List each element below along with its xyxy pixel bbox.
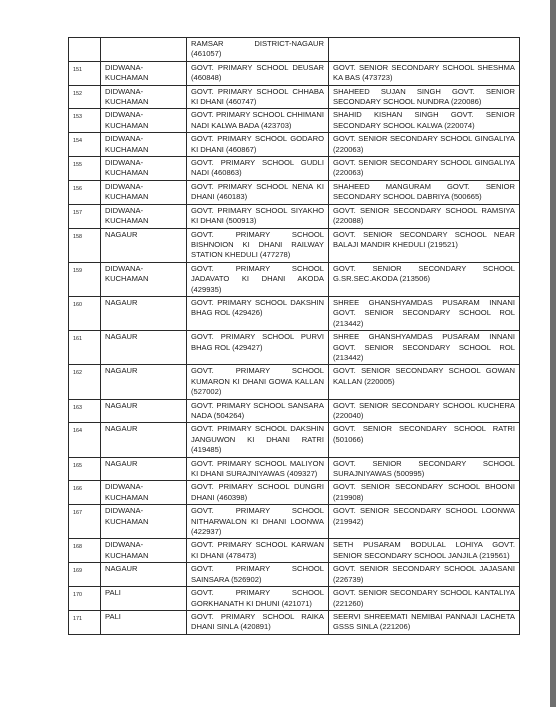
primary-school-cell: GOVT. PRIMARY SCHOOL GORKHANATH KI DHUNI (421071) [187, 587, 329, 611]
serial-number-cell: 153 [69, 109, 101, 133]
district-cell: NAGAUR [101, 296, 187, 330]
school-mapping-table [68, 37, 520, 635]
district-cell: DIDWANA-KUCHAMAN [101, 109, 187, 133]
table-row [69, 228, 520, 262]
district-cell: NAGAUR [101, 331, 187, 365]
district-cell: NAGAUR [101, 399, 187, 423]
serial-number-cell: 156 [69, 180, 101, 204]
senior-school-cell: SEERVI SHREEMATI NEMIBAI PANNAJI LACHETA GSSS SINLA (221206) [329, 610, 520, 634]
primary-school-cell: GOVT. PRIMARY SCHOOL PURVI BHAG ROL (429427) [187, 331, 329, 365]
primary-school-cell: GOVT. PRIMARY SCHOOL CHHABA KI DHANI (460747) [187, 85, 329, 109]
senior-school-cell: GOVT. SENIOR SECONDARY SCHOOL RAMSIYA (220088) [329, 204, 520, 228]
serial-number-cell: 159 [69, 262, 101, 296]
serial-number-cell: 151 [69, 61, 101, 85]
right-edge-bar [550, 0, 556, 707]
serial-number-cell: 154 [69, 133, 101, 157]
district-cell: NAGAUR [101, 365, 187, 399]
senior-school-cell: GOVT. SENIOR SECONDARY SCHOOL SURAJNIYAWAS (500995) [329, 457, 520, 481]
district-cell: DIDWANA-KUCHAMAN [101, 262, 187, 296]
primary-school-cell: GOVT. PRIMARY SCHOOL GODARO KI DHANI (460867) [187, 133, 329, 157]
district-cell: DIDWANA-KUCHAMAN [101, 505, 187, 539]
table-row [69, 85, 520, 109]
senior-school-cell: GOVT. SENIOR SECONDARY SCHOOL NEAR BALAJI MANDIR KHEDULI (219521) [329, 228, 520, 262]
serial-number-cell: 165 [69, 457, 101, 481]
primary-school-cell: GOVT. PRIMARY SCHOOL DUNGRI DHANI (460398) [187, 481, 329, 505]
serial-number-cell: 157 [69, 204, 101, 228]
primary-school-cell: GOVT. PRIMARY SCHOOL DEUSAR (460848) [187, 61, 329, 85]
district-cell: DIDWANA-KUCHAMAN [101, 157, 187, 181]
primary-school-cell: GOVT. PRIMARY SCHOOL SAINSARA (526902) [187, 563, 329, 587]
district-cell [101, 38, 187, 62]
senior-school-cell: SHREE GHANSHYAMDAS PUSARAM INNANI GOVT. SENIOR SECONDARY SCHOOL ROL (213442) [329, 296, 520, 330]
primary-school-cell: GOVT. PRIMARY SCHOOL GUDLI NADI (460863) [187, 157, 329, 181]
district-cell: DIDWANA-KUCHAMAN [101, 204, 187, 228]
serial-number-cell: 161 [69, 331, 101, 365]
table-row [69, 399, 520, 423]
table-row [69, 457, 520, 481]
table-row [69, 610, 520, 634]
table-row [69, 331, 520, 365]
serial-number-cell: 163 [69, 399, 101, 423]
senior-school-cell: SHREE GHANSHYAMDAS PUSARAM INNANI GOVT. SENIOR SECONDARY SCHOOL ROL (213442) [329, 331, 520, 365]
senior-school-cell: GOVT. SENIOR SECONDARY SCHOOL KUCHERA (220040) [329, 399, 520, 423]
primary-school-cell: GOVT. PRIMARY SCHOOL RAIKA DHANI SINLA (420891) [187, 610, 329, 634]
serial-number-cell [69, 38, 101, 62]
table-row [69, 481, 520, 505]
district-cell: PALI [101, 610, 187, 634]
primary-school-cell: GOVT. PRIMARY SCHOOL SIYAKHO KI DHANI (500913) [187, 204, 329, 228]
table-row [69, 38, 520, 62]
table-row [69, 296, 520, 330]
primary-school-cell: GOVT. PRIMARY SCHOOL DAKSHIN JANGUWON KI DHANI RATRI (419485) [187, 423, 329, 457]
senior-school-cell: GOVT. SENIOR SECONDARY SCHOOL BHOONI (219908) [329, 481, 520, 505]
senior-school-cell: SHAHEED MANGURAM GOVT. SENIOR SECONDARY SCHOOL DABRIYA (500665) [329, 180, 520, 204]
serial-number-cell: 152 [69, 85, 101, 109]
table-row [69, 587, 520, 611]
table-row [69, 262, 520, 296]
serial-number-cell: 158 [69, 228, 101, 262]
table-row [69, 563, 520, 587]
senior-school-cell: GOVT. SENIOR SECONDARY SCHOOL G.SR.SEC.AKODA (213506) [329, 262, 520, 296]
primary-school-cell: GOVT. PRIMARY SCHOOL SANSARA NADA (504264) [187, 399, 329, 423]
table-row [69, 180, 520, 204]
district-cell: DIDWANA-KUCHAMAN [101, 61, 187, 85]
district-cell: PALI [101, 587, 187, 611]
senior-school-cell: GOVT. SENIOR SECONDARY SCHOOL GINGALIYA (220063) [329, 133, 520, 157]
senior-school-cell: GOVT. SENIOR SECONDARY SCHOOL SHESHMA KA BAS (473723) [329, 61, 520, 85]
serial-number-cell: 168 [69, 539, 101, 563]
senior-school-cell [329, 38, 520, 62]
senior-school-cell: GOVT. SENIOR SECONDARY SCHOOL RATRI (501066) [329, 423, 520, 457]
serial-number-cell: 170 [69, 587, 101, 611]
district-cell: NAGAUR [101, 457, 187, 481]
table-row [69, 204, 520, 228]
serial-number-cell: 166 [69, 481, 101, 505]
primary-school-cell: GOVT. PRIMARY SCHOOL NENA KI DHANI (460183) [187, 180, 329, 204]
primary-school-cell: GOVT. PRIMARY SCHOOL BISHNOION KI DHANI RAILWAY STATION KHEDULI (477278) [187, 228, 329, 262]
primary-school-cell: GOVT. PRIMARY SCHOOL CHHIMANI NADI KALWA BADA (423703) [187, 109, 329, 133]
serial-number-cell: 162 [69, 365, 101, 399]
serial-number-cell: 167 [69, 505, 101, 539]
table-row [69, 539, 520, 563]
primary-school-cell: GOVT. PRIMARY SCHOOL DAKSHIN BHAG ROL (429426) [187, 296, 329, 330]
serial-number-cell: 164 [69, 423, 101, 457]
senior-school-cell: GOVT. SENIOR SECONDARY SCHOOL LOONWA (219942) [329, 505, 520, 539]
primary-school-cell: RAMSAR DISTRICT-NAGAUR (461057) [187, 38, 329, 62]
district-cell: DIDWANA-KUCHAMAN [101, 85, 187, 109]
district-cell: DIDWANA-KUCHAMAN [101, 481, 187, 505]
primary-school-cell: GOVT. PRIMARY SCHOOL NITHARWALON KI DHANI LOONWA (422937) [187, 505, 329, 539]
table-row [69, 505, 520, 539]
district-cell: DIDWANA-KUCHAMAN [101, 539, 187, 563]
serial-number-cell: 160 [69, 296, 101, 330]
senior-school-cell: SHAHID KISHAN SINGH GOVT. SENIOR SECONDARY SCHOOL KALWA (220074) [329, 109, 520, 133]
table-row [69, 61, 520, 85]
district-cell: DIDWANA-KUCHAMAN [101, 180, 187, 204]
primary-school-cell: GOVT. PRIMARY SCHOOL KARWAN KI DHANI (478473) [187, 539, 329, 563]
table-row [69, 365, 520, 399]
table-row [69, 157, 520, 181]
senior-school-cell: SHAHEED SUJAN SINGH GOVT. SENIOR SECONDARY SCHOOL NUNDRA (220086) [329, 85, 520, 109]
district-cell: NAGAUR [101, 423, 187, 457]
primary-school-cell: GOVT. PRIMARY SCHOOL MALIYON KI DHANI SURAJNIYAWAS (409327) [187, 457, 329, 481]
serial-number-cell: 171 [69, 610, 101, 634]
district-cell: DIDWANA-KUCHAMAN [101, 133, 187, 157]
senior-school-cell: GOVT. SENIOR SECONDARY SCHOOL KANTALIYA (221260) [329, 587, 520, 611]
table-row [69, 109, 520, 133]
table-row [69, 133, 520, 157]
senior-school-cell: GOVT. SENIOR SECONDARY SCHOOL GOWAN KALLAN (220005) [329, 365, 520, 399]
serial-number-cell: 155 [69, 157, 101, 181]
senior-school-cell: GOVT. SENIOR SECONDARY SCHOOL JAJASANI (226739) [329, 563, 520, 587]
district-cell: NAGAUR [101, 563, 187, 587]
senior-school-cell: SETH PUSARAM BODULAL LOHIYA GOVT. SENIOR SECONDARY SCHOOL JANJILA (219561) [329, 539, 520, 563]
serial-number-cell: 169 [69, 563, 101, 587]
senior-school-cell: GOVT. SENIOR SECONDARY SCHOOL GINGALIYA (220063) [329, 157, 520, 181]
table-row [69, 423, 520, 457]
primary-school-cell: GOVT. PRIMARY SCHOOL KUMARON KI DHANI GOWA KALLAN (527002) [187, 365, 329, 399]
primary-school-cell: GOVT. PRIMARY SCHOOL JADAVATO KI DHANI AKODA (429935) [187, 262, 329, 296]
district-cell: NAGAUR [101, 228, 187, 262]
